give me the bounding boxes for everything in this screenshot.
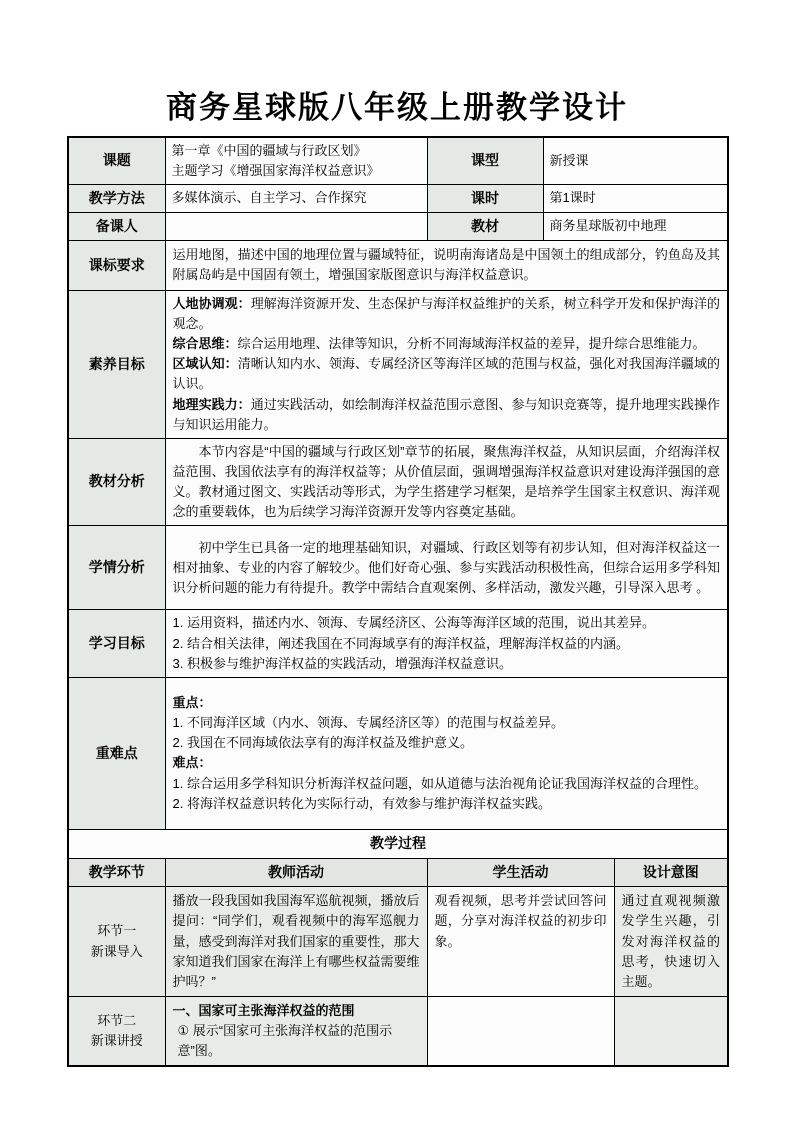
table-row bbox=[68, 438, 728, 526]
competency-item-text: 通过实践活动，如绘制海洋权益范围示意图、参与知识竞赛等，提升地理实践操作与知识运用能力。 bbox=[172, 396, 720, 432]
stage-line2: 新课导入 bbox=[90, 943, 143, 959]
process-header-intent: 设计意图 bbox=[614, 858, 728, 887]
student-activity-1: 观看视频，思考并尝试回答问题，分享对海洋权益的初步印象。 bbox=[427, 887, 614, 997]
textbook-value: 商务星球版初中地理 bbox=[543, 212, 728, 240]
process-stage-1 bbox=[68, 887, 165, 997]
competency-item-text: 理解海洋资源开发、生态保护与海洋权益维护的关系，树立科学开发和保护海洋的观念。 bbox=[172, 295, 720, 332]
course-type-value: 新授课 bbox=[543, 137, 728, 185]
student-activity-2 bbox=[427, 996, 614, 1066]
key-points-label: 重难点 bbox=[68, 677, 165, 829]
competency-item-lead: 区域认知： bbox=[172, 356, 238, 372]
lesson-plan-table bbox=[67, 136, 729, 1068]
objectives-label: 学习目标 bbox=[68, 610, 165, 677]
difficult-item: 1. 综合运用多学科知识分析海洋权益问题，如从道德与法治视角论证我国海洋权益的合理性。 bbox=[172, 775, 707, 791]
stage-line2: 新课讲授 bbox=[90, 1033, 143, 1049]
process-header-stage: 教学环节 bbox=[68, 858, 165, 887]
competency-item-text: 综合运用地理、法律等知识，分析不同海域海洋权益的差异，提升综合思维能力。 bbox=[237, 336, 706, 352]
learner-text: 初中学生已具备一定的地理基础知识，对疆域、行政区划等有初步认知，但对海洋权益这一相对抽象、专业的内容了解较少。他们好奇心强、参与实践活动积极性高，但综合运用多学科知识分析问题的能力有待提升。教学中需结合直观案例、多样活动，激发兴趣，引导深入思考 。 bbox=[172, 539, 721, 596]
material-label: 教材分析 bbox=[68, 438, 165, 526]
process-header-teacher: 教师活动 bbox=[165, 858, 427, 887]
teacher-activity-1: 播放一段我国如我国海军巡航视频，播放后提问：“同学们，观看视频中的海军巡舰力量，感受到海洋对我们国家的重要性，那大家知道我们国家在海洋上有哪些权益需要维护吗？” bbox=[165, 887, 427, 997]
table-row bbox=[68, 137, 728, 185]
standard-label: 课标要求 bbox=[68, 240, 165, 290]
method-label: 教学方法 bbox=[68, 184, 165, 212]
design-intent-1: 通过直观视频激发学生兴趣，引发对海洋权益的思考，快速切入主题。 bbox=[614, 887, 728, 997]
key-head: 重点： bbox=[172, 694, 212, 710]
learner-content bbox=[165, 526, 728, 610]
process-title: 教学过程 bbox=[68, 829, 728, 858]
competency-item bbox=[173, 354, 721, 394]
competency-label: 素养目标 bbox=[68, 290, 165, 438]
process-header-student: 学生活动 bbox=[427, 858, 614, 887]
competency-item bbox=[173, 395, 721, 435]
competency-item bbox=[173, 294, 721, 334]
competency-item-lead: 人地协调观： bbox=[172, 295, 251, 311]
stage-line1: 环节一 bbox=[97, 923, 137, 939]
competency-item-lead: 地理实践力： bbox=[172, 396, 251, 412]
objective-item: 3. 积极参与维护海洋权益的实践活动，增强海洋权益意识。 bbox=[172, 655, 512, 671]
table-row bbox=[68, 610, 728, 677]
objective-item: 2. 结合相关法律，阐述我国在不同海域享有的海洋权益，理解海洋权益的内涵。 bbox=[172, 635, 629, 651]
table-row bbox=[68, 829, 728, 858]
teacher-activity-heading: 一、国家可主张海洋权益的范围 bbox=[172, 1002, 355, 1018]
page-title: 商务星球版八年级上册教学设计 bbox=[166, 90, 628, 125]
difficult-item: 2. 将海洋权益意识转化为实际行动，有效参与维护海洋权益实践。 bbox=[172, 795, 551, 811]
topic-label: 课题 bbox=[68, 137, 165, 185]
teacher-activity-2 bbox=[165, 996, 427, 1066]
material-content bbox=[165, 438, 728, 526]
key-item: 1. 不同海洋区域（内水、领海、专属经济区等）的范围与权益差异。 bbox=[172, 715, 564, 731]
textbook-label: 教材 bbox=[427, 212, 543, 240]
competency-item-text: 清晰认知内水、领海、专属经济区等海洋区域的范围与权益，强化对我国海洋疆域的认识。 bbox=[172, 356, 720, 392]
topic-value bbox=[165, 137, 427, 185]
learner-label: 学情分析 bbox=[68, 526, 165, 610]
difficult-head: 难点： bbox=[172, 755, 212, 771]
table-row bbox=[68, 526, 728, 610]
competency-item bbox=[173, 334, 721, 354]
teacher-activity-item: ① 展示“国家可主张海洋权益的范围示意”图。 bbox=[177, 1023, 393, 1059]
topic-line1: 第一章《中国的疆域与行政区划》 bbox=[171, 142, 367, 158]
period-value: 第1课时 bbox=[543, 184, 728, 212]
key-item: 2. 我国在不同海域依法享有的海洋权益及维护意义。 bbox=[172, 735, 473, 751]
standard-text: 运用地图，描述中国的地理位置与疆域特征，说明南海诸岛是中国领土的组成部分，钓鱼岛及其附属岛屿是中国固有领土，增强国家版图意识与海洋权益意识。 bbox=[165, 240, 728, 290]
table-row bbox=[68, 240, 728, 290]
preparer-value bbox=[165, 212, 427, 240]
design-intent-2 bbox=[614, 996, 728, 1066]
table-row bbox=[68, 887, 728, 997]
course-type-label: 课型 bbox=[427, 137, 543, 185]
period-label: 课时 bbox=[427, 184, 543, 212]
stage-line1: 环节二 bbox=[97, 1013, 137, 1029]
method-value: 多媒体演示、自主学习、合作探究 bbox=[165, 184, 427, 212]
competency-item-lead: 综合思维： bbox=[172, 336, 238, 352]
table-row bbox=[68, 290, 728, 438]
process-stage-2 bbox=[68, 996, 165, 1066]
table-row bbox=[68, 677, 728, 829]
table-row bbox=[68, 858, 728, 887]
topic-line2: 主题学习《增强国家海洋权益意识》 bbox=[171, 162, 380, 178]
key-points-content bbox=[165, 677, 728, 829]
competency-content bbox=[165, 290, 728, 438]
table-row bbox=[68, 184, 728, 212]
table-row bbox=[68, 212, 728, 240]
table-row bbox=[68, 996, 728, 1066]
material-text: 本节内容是“中国的疆域与行政区划”章节的拓展，聚焦海洋权益，从知识层面，介绍海洋权益范围、我国依法享有的海洋权益等；从价值层面，强调增强海洋权益意识对建设海洋强国的意义。教材通过图文、实践活动等形式，为学生搭建学习框架，是培养学生国家主权意识、海洋观念的重要载体，也为后续学习海洋资源开发等内容奠定基础。 bbox=[172, 443, 721, 520]
objectives-content bbox=[165, 610, 728, 677]
objective-item: 1. 运用资料，描述内水、领海、专属经济区、公海等海洋区域的范围，说出其差异。 bbox=[172, 615, 655, 631]
preparer-label: 备课人 bbox=[68, 212, 165, 240]
